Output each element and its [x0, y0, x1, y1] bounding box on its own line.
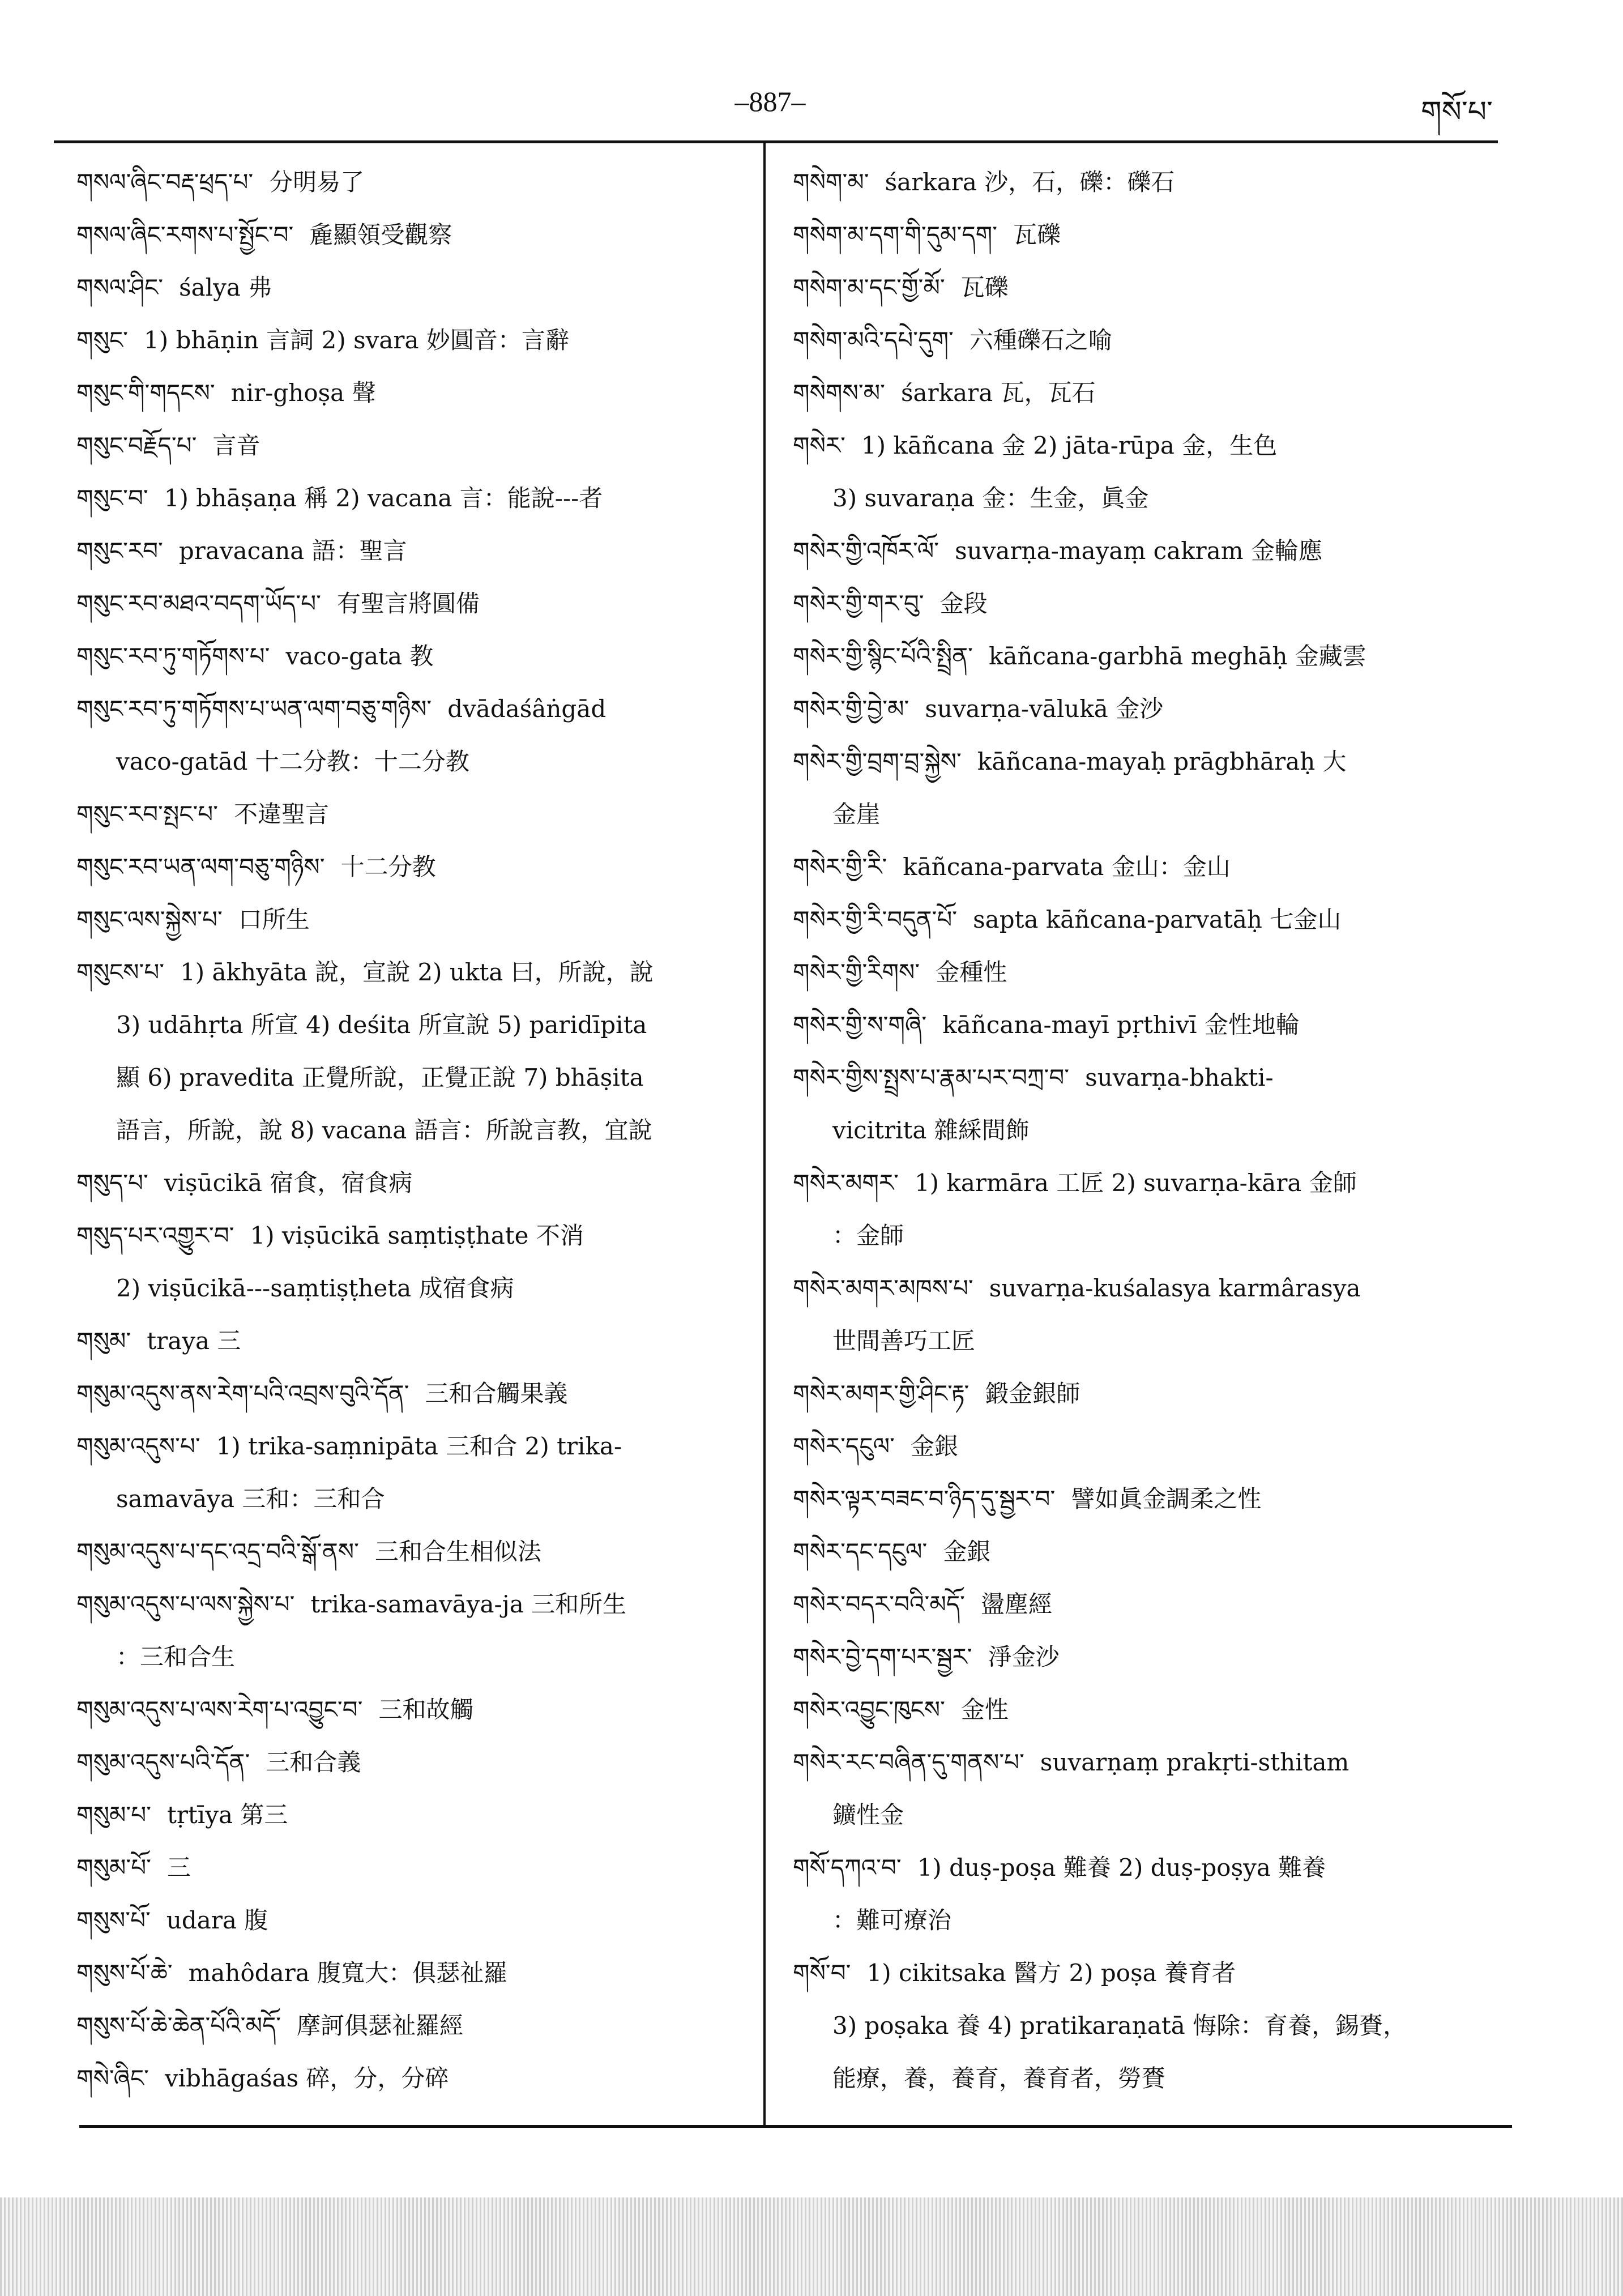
tibetan-headword: གསེར་གྱི་ས་གཞི་ — [793, 1011, 927, 1039]
tibetan-headword: གསུད་པར་འགྱུར་བ་ — [76, 1222, 234, 1249]
entry-gloss: 言音 — [212, 432, 260, 459]
entry-continuation — [793, 788, 1506, 840]
dictionary-entry — [76, 577, 756, 630]
bottom-rule — [79, 2125, 1512, 2128]
dictionary-entry — [793, 1051, 1506, 1104]
dictionary-entry — [76, 1683, 756, 1736]
tibetan-headword: གསུམ་འདུས་ནས་རེག་པའི་འབྲས་བུའི་དོན་ — [76, 1380, 409, 1407]
dictionary-entry — [793, 1367, 1506, 1420]
dictionary-entry — [76, 314, 756, 366]
entry-gloss: 3) poṣaka 養 4) pratikaraṇatā 悔除：育養，錫賚， — [832, 2012, 1407, 2039]
dictionary-entry — [76, 682, 756, 735]
dictionary-entry — [76, 2052, 756, 2105]
tibetan-headword: གསེར་དང་དངུལ་ — [793, 1538, 928, 1565]
tibetan-headword: གསལ་ཞིང་བརྡ་ཕྲད་པ་ — [76, 168, 254, 196]
dictionary-entry — [793, 1262, 1506, 1315]
tibetan-headword: གསེག་མ་དག་གི་དུམ་དག་ — [793, 221, 998, 249]
dictionary-entry — [76, 1420, 756, 1473]
tibetan-headword: གསུང་རབ་ — [76, 537, 163, 565]
dictionary-entry — [793, 1578, 1506, 1631]
entry-gloss: suvarṇa-vālukā 金沙 — [925, 695, 1164, 723]
dictionary-entry — [793, 1420, 1506, 1473]
dictionary-entry — [76, 1841, 756, 1894]
dictionary-entry — [793, 366, 1506, 419]
entry-gloss: 六種礫石之喻 — [969, 326, 1112, 354]
dictionary-entry — [793, 156, 1506, 208]
dictionary-entry — [793, 682, 1506, 735]
tibetan-headword: གསེར་གྱི་བྱེ་མ་ — [793, 695, 909, 723]
entry-gloss: 1) kāñcana 金 2) jāta-rūpa 金，生色 — [861, 432, 1278, 459]
dictionary-entry — [76, 1525, 756, 1578]
tibetan-headword: གསུད་པ་ — [76, 1169, 148, 1197]
entry-gloss: 1) karmāra 工匠 2) suvarṇa-kāra 金師 — [914, 1169, 1357, 1197]
dictionary-entry — [793, 893, 1506, 946]
dictionary-entry — [76, 788, 756, 840]
entry-gloss: vaco-gatād 十二分教：十二分教 — [116, 748, 469, 775]
entry-gloss: suvarṇaṃ prakṛti-sthitam — [1040, 1748, 1349, 1776]
entry-gloss: 能療，養，養育，養育者，勞賚 — [832, 2064, 1166, 2092]
dictionary-entry — [793, 630, 1506, 682]
tibetan-headword: གསུམ་འདུས་པ་ལས་རེག་པ་འབྱུང་བ་ — [76, 1696, 363, 1723]
entry-gloss: 鑛性金 — [832, 1801, 904, 1829]
dictionary-entry — [76, 1736, 756, 1789]
entry-gloss: ：金師 — [832, 1222, 904, 1249]
tibetan-headword: གསུས་པོ་ཆེ་ཆེན་པོའི་མདོ་ — [76, 2012, 281, 2039]
tibetan-headword: གསེར་གྱི་རིགས་ — [793, 958, 920, 986]
entry-gloss: 有聖言將圓備 — [336, 590, 480, 617]
entry-gloss: ：三和合生 — [116, 1643, 236, 1671]
dictionary-entry — [793, 1156, 1506, 1209]
dictionary-entry — [793, 1631, 1506, 1683]
dictionary-entry — [793, 419, 1506, 472]
tibetan-headword: གསེར་གྱིས་སྤྲས་པ་རྣམ་པར་བཀྲ་བ་ — [793, 1064, 1070, 1091]
entry-gloss: 淨金沙 — [988, 1643, 1060, 1671]
tibetan-headword: གསུང་ལས་སྐྱེས་པ་ — [76, 906, 223, 933]
tibetan-headword: གསོ་དཀའ་བ་ — [793, 1854, 902, 1881]
entry-continuation — [76, 998, 756, 1051]
tibetan-headword: གསེག་མ་དང་གྱོ་མོ་ — [793, 274, 945, 301]
entry-gloss: 鍛金銀師 — [985, 1380, 1080, 1407]
dictionary-entry — [76, 524, 756, 577]
entry-gloss: 1) trika-saṃnipāta 三和合 2) trika- — [216, 1432, 622, 1460]
left-column — [76, 156, 756, 2105]
tibetan-headword: གསེར་རང་བཞིན་དུ་གནས་པ་ — [793, 1748, 1024, 1776]
dictionary-entry — [76, 893, 756, 946]
entry-continuation — [76, 1473, 756, 1525]
top-rule — [54, 140, 1498, 143]
entry-gloss: 金崖 — [832, 800, 881, 828]
entry-gloss: 金種性 — [936, 958, 1007, 986]
entry-gloss: kāñcana-mayī pṛthivī 金性地輪 — [942, 1011, 1300, 1039]
entry-gloss: tṛtīya 第三 — [166, 1801, 288, 1829]
dictionary-entry — [793, 1736, 1506, 1789]
entry-gloss: suvarṇa-kuśalasya karmârasya — [989, 1274, 1361, 1302]
entry-gloss: 1) bhāṣaṇa 稱 2) vacana 言：能說---者 — [164, 484, 603, 512]
entry-gloss: 1) ākhyāta 說，宣說 2) ukta 曰，所說，說 — [180, 958, 654, 986]
tibetan-headword: གསེག་མའི་དཔེ་དུག་ — [793, 326, 954, 354]
entry-continuation — [76, 1631, 756, 1683]
entry-gloss: śarkara 沙，石，礫：礫石 — [885, 168, 1175, 196]
entry-gloss: 3) udāhṛta 所宣 4) deśita 所宣說 5) paridīpita — [116, 1011, 647, 1039]
entry-gloss: 譬如眞金調柔之性 — [1071, 1485, 1262, 1513]
page-number: –887– — [734, 86, 806, 117]
tibetan-headword: གསེར་དངུལ་ — [793, 1432, 895, 1460]
dictionary-entry — [76, 156, 756, 208]
dictionary-entry — [76, 840, 756, 893]
entry-gloss: 1) viṣūcikā saṃtiṣṭhate 不消 — [250, 1222, 584, 1249]
dictionary-entry — [793, 735, 1506, 788]
entry-gloss: 三 — [166, 1854, 191, 1881]
entry-gloss: 分明易了 — [269, 168, 365, 196]
entry-gloss: 麁顯領受觀察 — [309, 221, 452, 249]
entry-gloss: 三和故觸 — [378, 1696, 474, 1723]
tibetan-headword: གསུང་རབ་ཏུ་གཏོགས་པ་ཡན་ལག་བཅུ་གཉིས་ — [76, 695, 432, 723]
entry-gloss: viṣūcikā 宿食，宿食病 — [164, 1169, 413, 1197]
entry-gloss: udara 腹 — [166, 1906, 268, 1934]
dictionary-entry — [76, 208, 756, 261]
entry-gloss: vibhāgaśas 碎，分，分碎 — [164, 2064, 449, 2092]
entry-continuation — [793, 1315, 1506, 1367]
entry-continuation — [76, 1262, 756, 1315]
entry-gloss: 口所生 — [238, 906, 310, 933]
entry-continuation — [793, 2052, 1506, 2105]
tibetan-headword: གསུམ་པ་ — [76, 1801, 151, 1829]
entry-gloss: ：難可療治 — [832, 1906, 952, 1934]
entry-gloss: 摩訶俱瑟祉羅經 — [297, 2012, 464, 2039]
dictionary-entry — [793, 946, 1506, 998]
dictionary-entry — [76, 1209, 756, 1262]
tibetan-headword: གསེགས་མ་ — [793, 379, 885, 407]
dictionary-entry — [793, 314, 1506, 366]
tibetan-headword: གསེར་གྱི་གར་བུ་ — [793, 590, 924, 617]
tibetan-headword: གསེར་འབྱུང་ཁུངས་ — [793, 1696, 945, 1723]
tibetan-headword: གསེར་གྱི་རི་ — [793, 853, 887, 881]
dictionary-entry — [793, 524, 1506, 577]
tibetan-headword: གསུས་པོ་ — [76, 1906, 151, 1934]
entry-gloss: kāñcana-garbhā meghāḥ 金藏雲 — [988, 642, 1366, 670]
entry-gloss: 金段 — [939, 590, 988, 617]
entry-gloss: 1) duṣ-poṣa 難養 2) duṣ-poṣya 難養 — [917, 1854, 1326, 1881]
dictionary-entry — [76, 630, 756, 682]
dictionary-entry — [793, 1683, 1506, 1736]
dictionary-entry — [793, 998, 1506, 1051]
tibetan-headword: གསུང་རབ་ཡན་ལག་བཅུ་གཉིས་ — [76, 853, 325, 881]
entry-gloss: vicitrita 雜綵間飾 — [832, 1116, 1030, 1144]
tibetan-headword: གསུམ་འདུས་པ་ — [76, 1432, 200, 1460]
scan-noise-band — [0, 2197, 1623, 2296]
dictionary-entry — [76, 1315, 756, 1367]
entry-gloss: 瓦礫 — [960, 274, 1009, 301]
dictionary-entry — [76, 472, 756, 524]
entry-gloss: 不違聖言 — [234, 800, 330, 828]
entry-gloss: samavāya 三和：三和合 — [116, 1485, 385, 1513]
tibetan-headword: གསུང་གི་གདངས་ — [76, 379, 215, 407]
entry-gloss: vaco-gata 教 — [285, 642, 434, 670]
tibetan-headword: གསེར་མགར་མཁས་པ་ — [793, 1274, 973, 1302]
entry-gloss: kāñcana-parvata 金山：金山 — [903, 853, 1231, 881]
entry-continuation — [793, 1789, 1506, 1841]
tibetan-headword: གསུང་བ་ — [76, 484, 148, 512]
entry-gloss: nir-ghoṣa 聲 — [230, 379, 376, 407]
dictionary-entry — [793, 261, 1506, 314]
entry-gloss: 金性 — [960, 1696, 1009, 1723]
entry-gloss: suvarṇa-mayaṃ cakram 金輪應 — [955, 537, 1322, 565]
right-column — [793, 156, 1506, 2105]
tibetan-headword: གསེར་ — [793, 432, 845, 459]
dictionary-entry — [793, 1525, 1506, 1578]
entry-gloss: 語言，所說，說 8) vacana 語言：所說言教，宜說 — [116, 1116, 652, 1144]
entry-gloss: dvādaśâṅgād — [447, 695, 607, 723]
entry-gloss: trika-samavāya-ja 三和所生 — [310, 1590, 627, 1618]
entry-gloss: 顯 6) pravedita 正覺所說，正覺正說 7) bhāṣita — [116, 1064, 644, 1091]
tibetan-headword: གསལ་ཤིང་ — [76, 274, 164, 301]
tibetan-headword: གསེག་མ་ — [793, 168, 869, 196]
tibetan-headword: གསུང་རབ་མཐའ་བདག་ཡོད་པ་ — [76, 590, 321, 617]
dictionary-entry — [793, 577, 1506, 630]
dictionary-entry — [76, 1367, 756, 1420]
entry-gloss: mahôdara 腹寬大：俱瑟祉羅 — [188, 1959, 508, 1987]
entry-continuation — [793, 472, 1506, 524]
entry-gloss: 3) suvaraṇa 金：生金，眞金 — [832, 484, 1149, 512]
entry-gloss: sapta kāñcana-parvatāḥ 七金山 — [973, 906, 1342, 933]
dictionary-entry — [76, 419, 756, 472]
tibetan-headword: གསལ་ཞིང་རགས་པ་སྤྱོང་བ་ — [76, 221, 294, 249]
dictionary-entry — [793, 1473, 1506, 1525]
entry-gloss: 盪塵經 — [980, 1590, 1052, 1618]
dictionary-entry — [793, 1947, 1506, 1999]
tibetan-headword: གསུམ་འདུས་པ་དང་འདྲ་བའི་སྒོ་ནས་ — [76, 1538, 359, 1565]
tibetan-headword: གསེར་གྱི་རི་བདུན་པོ་ — [793, 906, 958, 933]
entry-gloss: suvarṇa-bhakti- — [1085, 1064, 1274, 1091]
entry-continuation — [76, 1104, 756, 1156]
entry-continuation — [793, 1104, 1506, 1156]
entry-gloss: pravacana 語：聖言 — [178, 537, 407, 565]
tibetan-headword: གསེར་གྱི་བྲག་བྲ་སྐྱེས་ — [793, 748, 962, 775]
tibetan-headword: གསུངས་པ་ — [76, 958, 165, 986]
tibetan-headword: གསུང་ — [76, 326, 128, 354]
dictionary-entry — [793, 840, 1506, 893]
dictionary-entry — [76, 1894, 756, 1947]
entry-gloss: 世間善巧工匠 — [832, 1327, 976, 1355]
entry-continuation — [793, 1209, 1506, 1262]
entry-gloss: śarkara 瓦，瓦石 — [900, 379, 1096, 407]
entry-gloss: 三和合觸果義 — [425, 1380, 568, 1407]
tibetan-headword: གསེར་མགར་གྱི་ཤིང་རྟ་ — [793, 1380, 969, 1407]
tibetan-headword: གསུང་རབ་སྤང་པ་ — [76, 800, 219, 828]
dictionary-entry — [76, 1789, 756, 1841]
entry-gloss: 2) viṣūcikā---saṃtiṣṭheta 成宿食病 — [116, 1274, 514, 1302]
tibetan-headword: གསེར་མགར་ — [793, 1169, 899, 1197]
entry-continuation — [76, 735, 756, 788]
tibetan-headword: གསེར་གྱི་འཁོར་ལོ་ — [793, 537, 939, 565]
dictionary-entry — [76, 1578, 756, 1631]
entry-gloss: 1) bhāṇin 言詞 2) svara 妙圓音：言辭 — [143, 326, 569, 354]
running-head: གསོ་པ་ — [1421, 95, 1493, 129]
dictionary-entry — [76, 1999, 756, 2052]
dictionary-entry — [76, 946, 756, 998]
tibetan-headword: གསུམ་འདུས་པ་ལས་སྐྱེས་པ་ — [76, 1590, 295, 1618]
entry-gloss: 三和合生相似法 — [374, 1538, 541, 1565]
entry-gloss: 金銀 — [910, 1432, 958, 1460]
entry-gloss: traya 三 — [147, 1327, 241, 1355]
tibetan-headword: གསེ་ཞིང་ — [76, 2064, 149, 2092]
tibetan-headword: གསུམ་པོ་ — [76, 1854, 151, 1881]
tibetan-headword: གསུམ་འདུས་པའི་དོན་ — [76, 1748, 250, 1776]
dictionary-entry — [76, 261, 756, 314]
entry-continuation — [793, 1894, 1506, 1947]
tibetan-headword: གསོ་བ་ — [793, 1959, 851, 1987]
entry-gloss: 金銀 — [943, 1538, 991, 1565]
entry-gloss: 十二分教 — [340, 853, 436, 881]
entry-gloss: 瓦礫 — [1013, 221, 1061, 249]
entry-continuation — [793, 1999, 1506, 2052]
dictionary-entry — [76, 366, 756, 419]
tibetan-headword: གསེར་གྱི་སྙིང་པོའི་སྤྲིན་ — [793, 642, 973, 670]
tibetan-headword: གསུང་རབ་ཏུ་གཏོགས་པ་ — [76, 642, 270, 670]
tibetan-headword: གསུས་པོ་ཆེ་ — [76, 1959, 173, 1987]
entry-gloss: śalya 弗 — [179, 274, 272, 301]
tibetan-headword: གསུམ་ — [76, 1327, 131, 1355]
entry-continuation — [76, 1051, 756, 1104]
dictionary-entry — [793, 1841, 1506, 1894]
tibetan-headword: གསུང་བརྗོད་པ་ — [76, 432, 197, 459]
tibetan-headword: གསེར་བྱེ་དག་པར་སྦྱར་ — [793, 1643, 972, 1671]
entry-gloss: kāñcana-mayaḥ prāgbhāraḥ 大 — [977, 748, 1347, 775]
tibetan-headword: གསེར་ལྟར་བཟང་བ་ཉིད་དུ་སྦྱར་བ་ — [793, 1485, 1056, 1513]
entry-gloss: 1) cikitsaka 醫方 2) poṣa 養育者 — [866, 1959, 1236, 1987]
column-divider — [763, 143, 766, 2125]
entry-gloss: 三和合義 — [266, 1748, 361, 1776]
dictionary-entry — [76, 1156, 756, 1209]
tibetan-headword: གསེར་བདར་བའི་མདོ་ — [793, 1590, 965, 1618]
dictionary-entry — [76, 1947, 756, 1999]
dictionary-entry — [793, 208, 1506, 261]
